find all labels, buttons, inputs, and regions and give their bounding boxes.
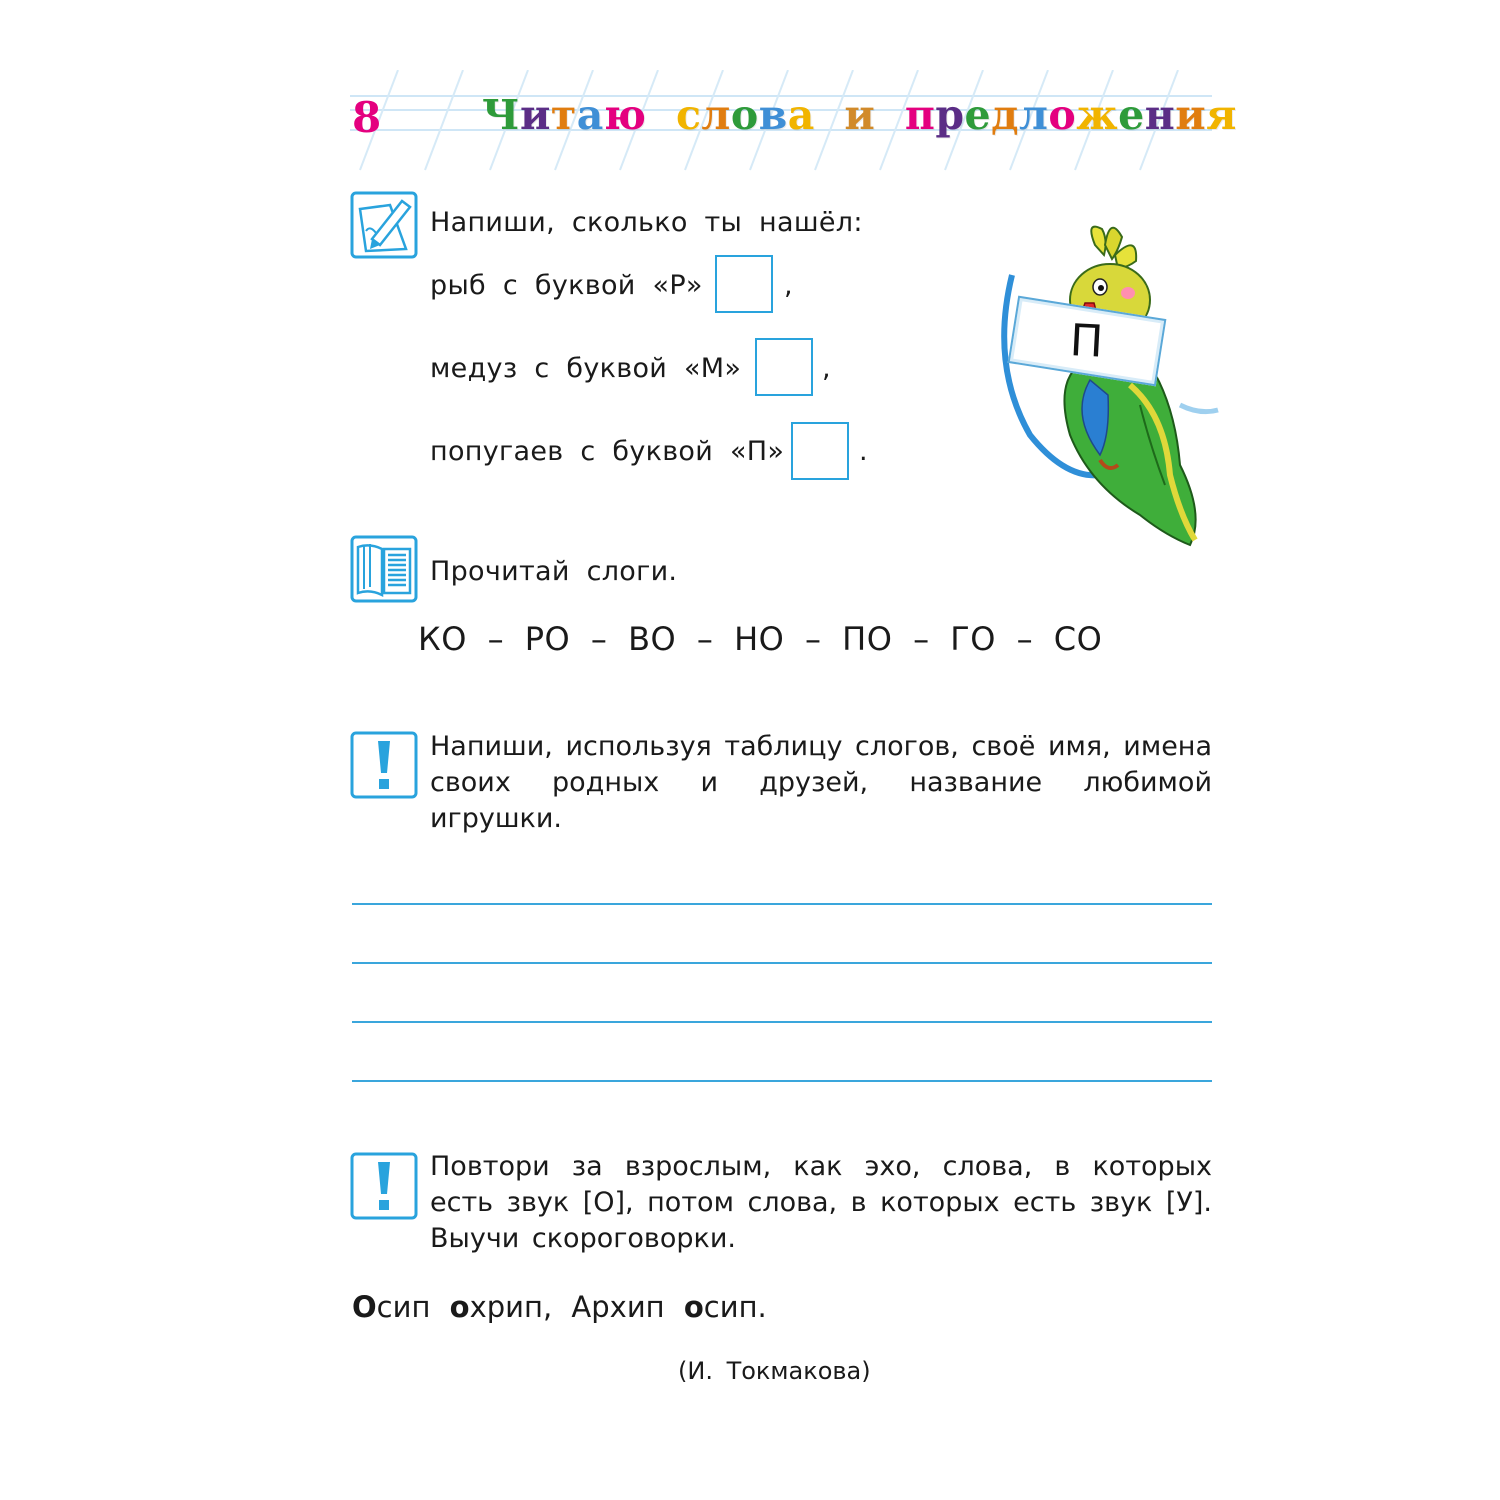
tongue-word1-rest: сип [376, 1290, 431, 1324]
title-letter: я [1206, 91, 1237, 139]
tongue-word4-rest: сип. [703, 1290, 767, 1324]
pencil-writing-icon [350, 191, 418, 259]
syllables-row: КО – РО – ВО – НО – ПО – ГО – СО [418, 620, 1103, 658]
title-letter [875, 91, 905, 139]
title-letter: Ч [482, 91, 520, 139]
writing-line-1[interactable] [352, 903, 1212, 905]
title-letter: в [758, 91, 788, 139]
task4-text: Повтори за взрослым, как эхо, слова, в которых есть звук [О], потом слова, в которых есть звук [У]. Выучи скороговорки. [430, 1151, 1212, 1254]
task2-instruction: Прочитай слоги. [430, 556, 678, 587]
exclamation-icon [350, 731, 418, 799]
title-letter: е [1118, 91, 1145, 139]
title-letter: л [1018, 91, 1049, 139]
title-letter: о [1048, 91, 1077, 139]
page-title [482, 91, 1237, 139]
tongue-word2-bold: о [449, 1290, 470, 1324]
title-letter [815, 91, 845, 139]
title-letter: о [730, 91, 759, 139]
title-letter: ю [603, 91, 647, 139]
title-letter: и [519, 91, 551, 139]
title-letter: а [787, 91, 815, 139]
parrot-card-letter: П [1069, 314, 1105, 368]
tongue-word1-bold: О [352, 1290, 377, 1324]
tongue-twister [352, 1290, 767, 1324]
page-number: 8 [352, 93, 382, 142]
task1-row-fish-punct: , [784, 270, 793, 301]
title-letter: р [935, 91, 965, 139]
jellyfish-count-box[interactable] [755, 338, 813, 396]
parrot-illustration [990, 215, 1225, 560]
page-header [350, 70, 1237, 175]
title-letter: е [964, 91, 992, 139]
title-letter: и [1175, 91, 1207, 139]
tongue-word2-rest: хрип, [469, 1290, 553, 1324]
title-letter: п [904, 91, 936, 139]
title-letter: с [675, 91, 702, 139]
author-credit: (И. Токмакова) [678, 1357, 871, 1385]
task1-row-jellyfish: медуз с буквой «М» [430, 353, 742, 384]
fish-count-box[interactable] [715, 255, 773, 313]
task1-instruction: Напиши, сколько ты нашёл: [430, 207, 863, 238]
open-book-icon [350, 535, 418, 603]
title-letter: и [844, 91, 876, 139]
tongue-word4-bold: о [683, 1290, 704, 1324]
title-letter: т [550, 91, 577, 139]
task3-text: Напиши, используя таблицу слогов, своё имя, имена своих родных и друзей, название любимой игрушки. [430, 731, 1212, 834]
title-letter: ж [1076, 91, 1119, 139]
task1-row-parrot-punct: . [859, 436, 868, 467]
title-letter: л [701, 91, 731, 139]
title-letter [646, 91, 676, 139]
parrot-count-box[interactable] [791, 422, 849, 480]
task1-row-fish: рыб с буквой «Р» [430, 270, 703, 301]
tongue-word3: Архип [571, 1290, 665, 1324]
task1-row-parrot: попугаев с буквой «П» [430, 436, 785, 467]
exclamation-icon [350, 1152, 418, 1220]
task1-row-jellyfish-punct: , [822, 353, 831, 384]
writing-line-4[interactable] [352, 1080, 1212, 1082]
title-letter: н [1144, 91, 1176, 139]
writing-line-3[interactable] [352, 1021, 1212, 1023]
writing-line-2[interactable] [352, 962, 1212, 964]
title-letter: а [576, 91, 604, 139]
title-letter: д [991, 91, 1019, 139]
